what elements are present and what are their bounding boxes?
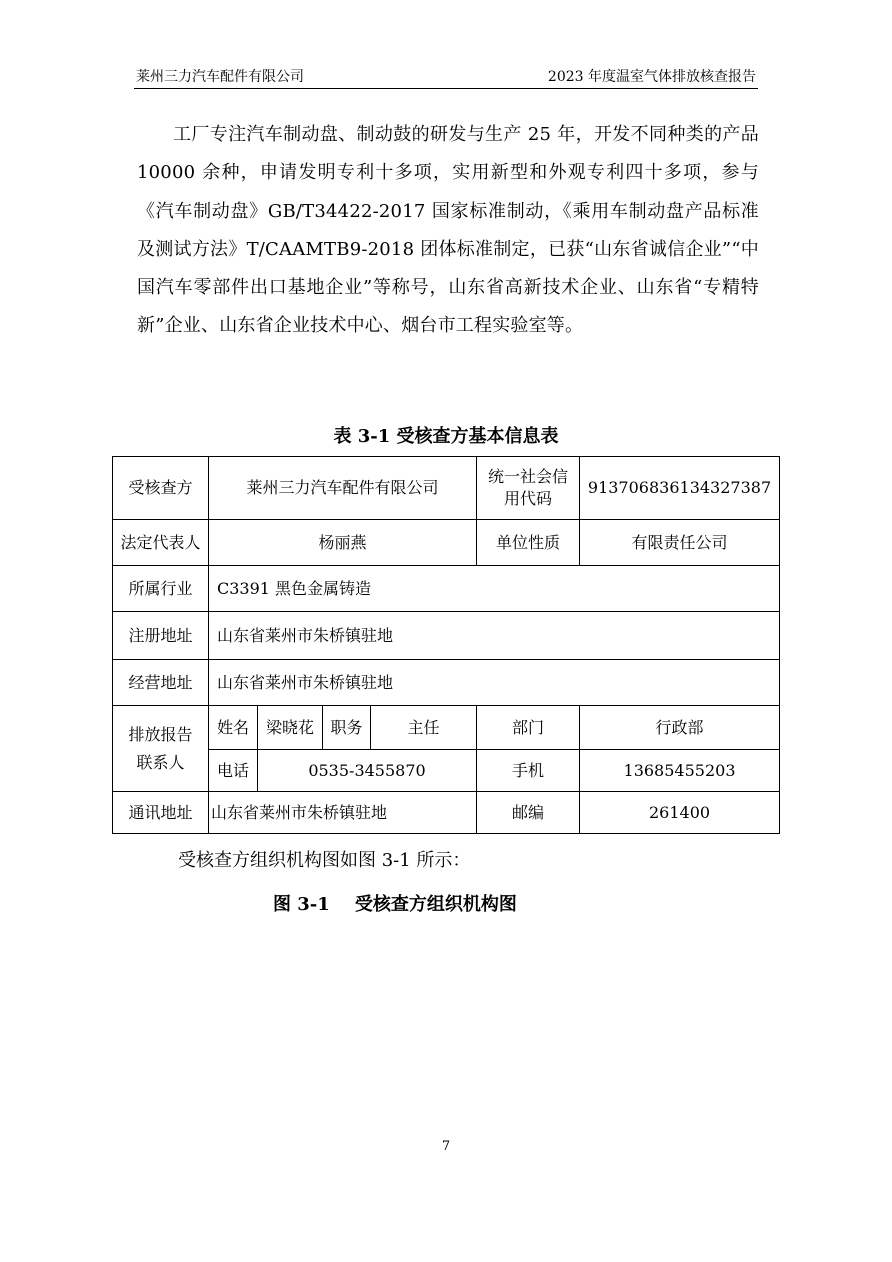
table-row: [113, 566, 780, 612]
registered-address-value: 山东省莱州市朱桥镇驻地: [209, 612, 780, 660]
industry-value: C3391 黑色金属铸造: [209, 566, 780, 612]
table-row: [113, 660, 780, 706]
page-header: [134, 62, 758, 89]
legal-rep-value: 杨丽燕: [209, 520, 477, 566]
unit-nature-value: 有限责任公司: [580, 520, 780, 566]
verified-party-label: 受核查方: [113, 457, 209, 520]
department-value: 行政部: [580, 706, 780, 750]
department-label: 部门: [477, 706, 580, 750]
name-label: 姓名: [209, 706, 258, 750]
mailing-address-label: 通讯地址: [113, 792, 209, 834]
position-label: 职务: [323, 706, 371, 750]
table-row: [113, 612, 780, 660]
table-caption: 表 3-1 受核查方基本信息表: [333, 426, 559, 447]
credit-code-value: 913706836134327387: [580, 457, 780, 520]
header-company: 莱州三力汽车配件有限公司: [136, 69, 304, 85]
table-row: [113, 706, 780, 750]
position-value: 主任: [371, 706, 477, 750]
phone-value: 0535-3455870: [258, 750, 477, 792]
table-row: [113, 792, 780, 834]
company-description-paragraph: 工厂专注汽车制动盘、制动鼓的研发与生产 25 年，开发不同种类的产品 10000 余种，申请发明专利十多项，实用新型和外观专利四十多项，参与《汽车制动盘》GB/T34422-2017 国家标准制动，《乘用车制动盘产品标准及测试方法》T/CAAMTB9-2018 团体标准制定，已获“山东省诚信企业”“中国汽车零部件出口基地企业”等称号，山东省高新技术企业、山东省“专精特新”企业、山东省企业技术中心、烟台市工程实验室等。: [137, 124, 759, 337]
header-report-title: 2023 年度温室气体排放核查报告: [547, 69, 756, 85]
industry-label: 所属行业: [113, 566, 209, 612]
credit-code-label: 统一社会信用代码: [477, 457, 580, 520]
business-address-label: 经营地址: [113, 660, 209, 706]
contact-person-label: 排放报告联系人: [113, 706, 209, 792]
phone-label: 电话: [209, 750, 258, 792]
mobile-value: 13685455203: [580, 750, 780, 792]
unit-nature-label: 单位性质: [477, 520, 580, 566]
mobile-label: 手机: [477, 750, 580, 792]
verified-party-value: 莱州三力汽车配件有限公司: [209, 457, 477, 520]
registered-address-label: 注册地址: [113, 612, 209, 660]
legal-rep-label: 法定代表人: [113, 520, 209, 566]
figure-caption: 图 3-1 受核查方组织机构图: [273, 894, 517, 915]
postcode-value: 261400: [580, 792, 780, 834]
name-value: 梁晓花: [258, 706, 323, 750]
postcode-label: 邮编: [477, 792, 580, 834]
business-address-value: 山东省莱州市朱桥镇驻地: [209, 660, 780, 706]
table-row: [113, 520, 780, 566]
table-row: [113, 457, 780, 520]
basic-info-table: [112, 456, 780, 834]
org-chart-intro-text: 受核查方组织机构图如图 3-1 所示：: [178, 850, 471, 871]
mailing-address-value: 山东省莱州市朱桥镇驻地: [209, 792, 477, 834]
page-number: 7: [441, 1139, 451, 1154]
table-row: [113, 750, 780, 792]
